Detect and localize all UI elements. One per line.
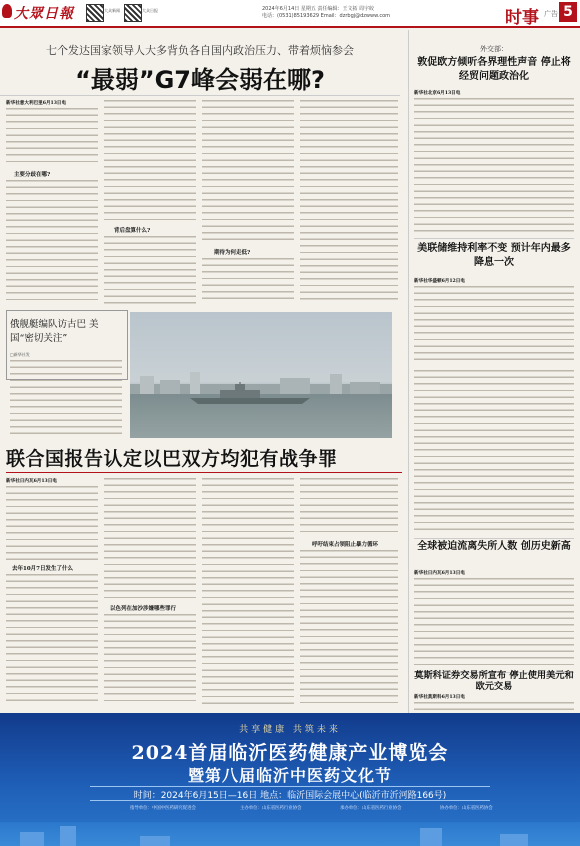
ad-tag: 广告 <box>544 10 558 18</box>
story3-headline: 全球被迫流离失所人数 创历史新高 <box>417 541 571 552</box>
newspaper-logo-icon <box>2 4 12 18</box>
header-info <box>262 6 492 20</box>
building-icon <box>60 826 76 846</box>
story2-byline: 新华社华盛顿6月12日电 <box>414 279 465 284</box>
article-text <box>6 108 98 166</box>
article-text <box>414 370 574 534</box>
building-icon <box>20 832 44 846</box>
banner-organizer: 指导单位：中国中医药研究促进会 <box>130 806 196 811</box>
right-kicker: 外交部： <box>480 45 508 53</box>
banner-organizer: 协办单位：山东省医药协会 <box>440 806 493 811</box>
article-text <box>300 550 398 704</box>
war-crimes-subhead: 以色列在加沙涉嫌哪些罪行 <box>110 606 177 612</box>
building-icon <box>500 834 528 846</box>
building-icon <box>420 828 442 846</box>
banner-subtitle: 暨第八届临沂中医药文化节 <box>187 766 392 785</box>
article-text <box>202 478 294 704</box>
story1-byline: 新华社北京6月13日电 <box>414 91 461 96</box>
banner-dates: 时间：2024年6月15日—16日 地点：临沂国际会展中心(临沂市沂河路166号) <box>133 791 447 801</box>
war-crimes-side-title: 呼吁结束占领阻止暴力循环 <box>312 542 379 548</box>
divider <box>6 472 402 473</box>
photo-story-title: 俄舰艇编队访古巴 美国“密切关注” <box>10 319 99 344</box>
article-text <box>202 258 294 304</box>
lead-byline: 新华社意大利巴里6月13日电 <box>6 101 67 106</box>
building-icon <box>140 836 170 846</box>
banner-city-strip <box>0 822 580 846</box>
story4-headline: 莫斯科证券交易所宣布 停止使用美元和欧元交易 <box>414 670 574 692</box>
war-crimes-subhead: 去年10月7日发生了什么 <box>12 566 73 572</box>
story1-headline: 敦促欧方倾听各界理性声音 停止将经贸问题政治化 <box>417 57 571 82</box>
banner-tagline: 共享健康 共筑未来 <box>239 725 341 735</box>
article-text <box>6 574 98 704</box>
war-crimes-headline: 联合国报告认定以巴双方均犯有战争罪 <box>6 448 338 470</box>
page-number: 5 <box>559 2 577 22</box>
photo-story-author: □新华社发 <box>10 352 30 357</box>
divider <box>0 95 400 96</box>
article-text <box>202 100 294 242</box>
article-text <box>104 478 196 598</box>
article-text <box>414 286 574 364</box>
lead-subhead: 背后盘算什么? <box>114 228 151 234</box>
news-photo <box>130 312 392 438</box>
newspaper-logo: 大眾日報 <box>14 6 74 22</box>
article-text <box>300 478 398 536</box>
story3-byline: 新华社日内瓦6月13日电 <box>414 571 465 576</box>
article-text <box>6 180 98 304</box>
story2-headline: 美联储维持利率不变 预计年内最多降息一次 <box>417 243 571 268</box>
qr-label: 大众新闻 <box>104 8 120 13</box>
date-line: 2024年6月14日 星期五 责任编辑：王文拓 周宇皎 <box>262 6 375 12</box>
banner-organizer: 承办单位：山东省医药行业协会 <box>340 806 402 811</box>
article-text <box>414 98 574 234</box>
article-text <box>10 360 122 434</box>
contact-line: 电话：(0531)85193629 Email：dzrbgj@dzwww.com <box>262 13 391 19</box>
war-crimes-byline: 新华社日内瓦6月13日电 <box>6 479 57 484</box>
lead-headline: “最弱”G7峰会弱在哪? <box>75 66 325 94</box>
divider <box>414 238 574 239</box>
article-text <box>104 236 196 304</box>
banner-title: 2024首届临沂医药健康产业博览会 <box>131 742 449 764</box>
banner-organizer: 主办单位：山东省医药行业协会 <box>240 806 302 811</box>
qr-code-icon <box>86 4 104 22</box>
article-text <box>414 578 574 670</box>
article-text <box>104 100 196 220</box>
article-text <box>104 614 196 704</box>
qr-code-icon <box>124 4 142 22</box>
lead-subhead: 主要分歧在哪? <box>14 172 51 178</box>
lead-kicker: 七个发达国家领导人大多背负各自国内政治压力、带着烦恼参会 <box>46 44 354 57</box>
story4-byline: 新华社莫斯科6月13日电 <box>414 695 465 700</box>
section-title: 时事 <box>505 8 539 28</box>
lead-subhead: 期待为何走低? <box>214 250 251 256</box>
qr-label: 大众日报 <box>142 8 158 13</box>
article-text <box>414 702 574 712</box>
warship-icon <box>190 382 310 404</box>
divider <box>414 538 574 539</box>
article-text <box>300 100 398 304</box>
article-text <box>6 486 98 560</box>
